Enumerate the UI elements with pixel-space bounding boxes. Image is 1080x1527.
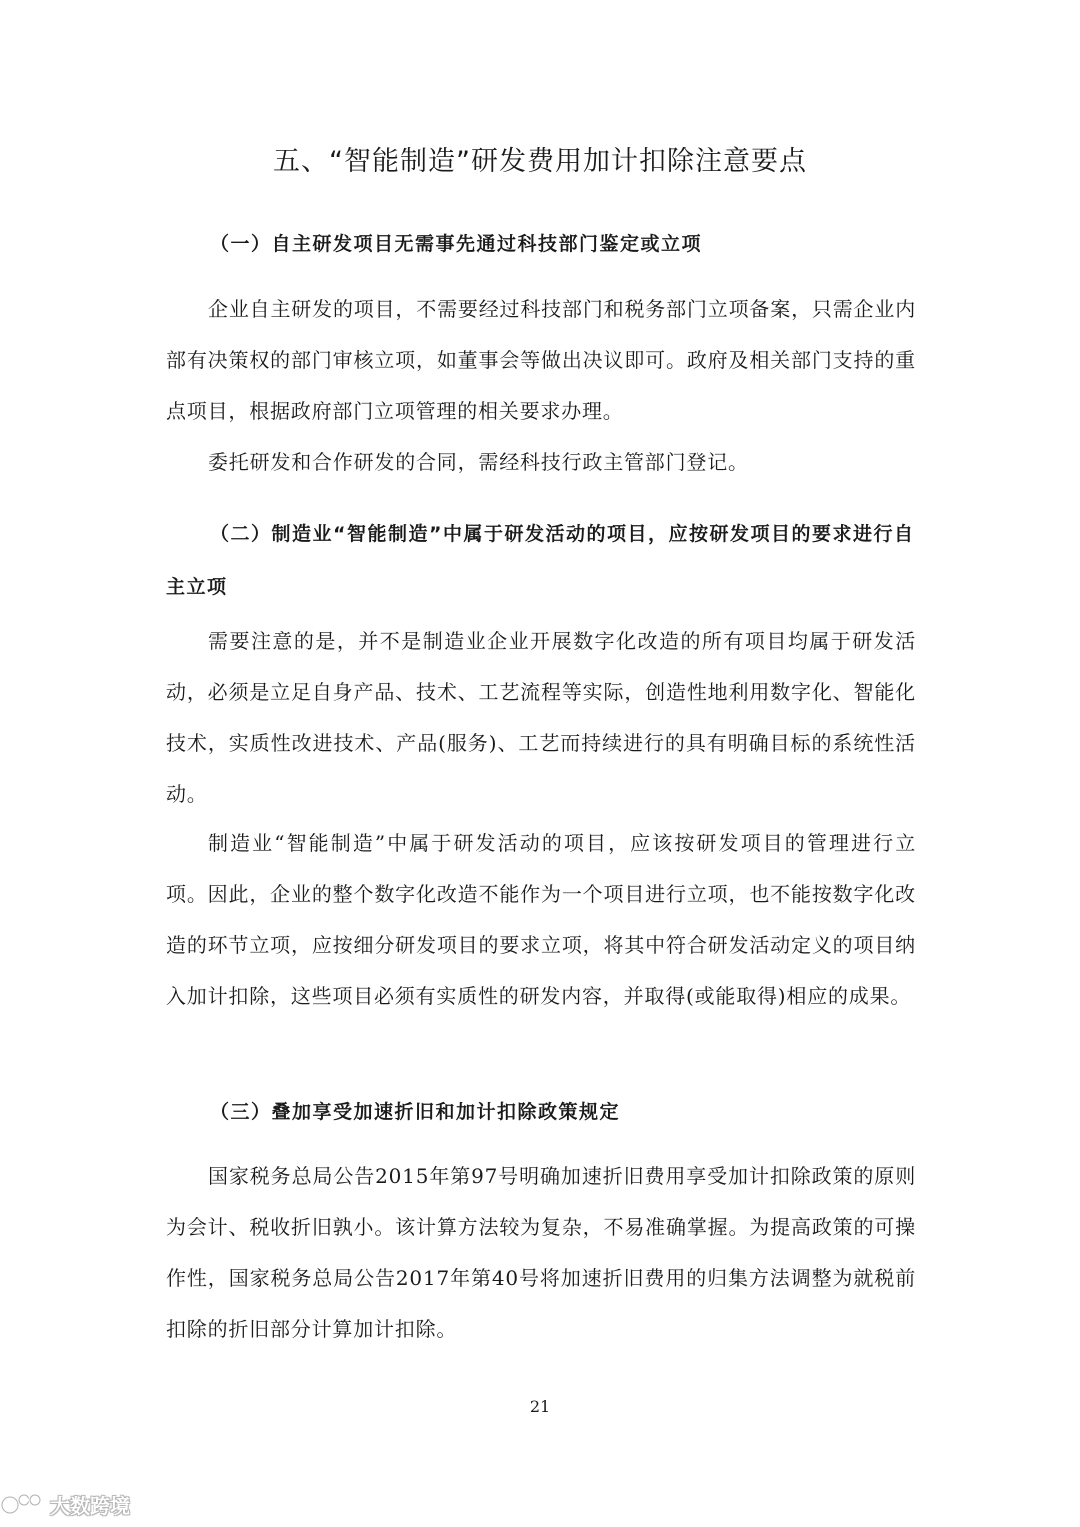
page-title: 五、“智能制造”研发费用加计扣除注意要点 (273, 146, 807, 177)
section-3-paragraph-1: 国家税务总局公告2015年第97号明确加速折旧费用享受加计扣除政策的原则为会计、税收折旧孰小。该计算方法较为复杂，不易准确掌握。为提高政策的可操作性，国家税务总局公告2017年第40号将加速折旧费用的归集方法调整为就税前扣除的折旧部分计算加计扣除。 (166, 1164, 916, 1341)
section-1-paragraph-1: 企业自主研发的项目，不需要经过科技部门和税务部门立项备案，只需企业内部有决策权的部门审核立项，如董事会等做出决议即可。政府及相关部门支持的重点项目，根据政府部门立项管理的相关要求办理。 (166, 297, 916, 423)
section-2-paragraph-1: 需要注意的是，并不是制造业企业开展数字化改造的所有项目均属于研发活动，必须是立足自身产品、技术、工艺流程等实际，创造性地利用数字化、智能化技术，实质性改进技术、产品(服务)、工艺而持续进行的具有明确目标的系统性活动。 (166, 629, 916, 806)
section-1-paragraph-2: 委托研发和合作研发的合同，需经科技行政主管部门登记。 (208, 450, 749, 474)
section-2-paragraph-2: 制造业“智能制造”中属于研发活动的项目，应该按研发项目的管理进行立项。因此，企业的整个数字化改造不能作为一个项目进行立项，也不能按数字化改造的环节立项，应按细分研发项目的要求立项，将其中符合研发活动定义的项目纳入加计扣除，这些项目必须有实质性的研发内容，并取得(或能取得)相应的成果。 (166, 831, 916, 1008)
watermark-text: 大数跨境 (50, 1493, 130, 1518)
section-heading-1: （一）自主研发项目无需事先通过科技部门鉴定或立项 (210, 233, 703, 255)
section-heading-2: （二）制造业“智能制造”中属于研发活动的项目，应按研发项目的要求进行自主立项 (166, 523, 915, 598)
page-number: 21 (529, 1397, 551, 1416)
brand-logo-icon (0, 1489, 44, 1519)
watermark (0, 1484, 150, 1524)
section-heading-3: （三）叠加享受加速折旧和加计扣除政策规定 (210, 1101, 621, 1123)
